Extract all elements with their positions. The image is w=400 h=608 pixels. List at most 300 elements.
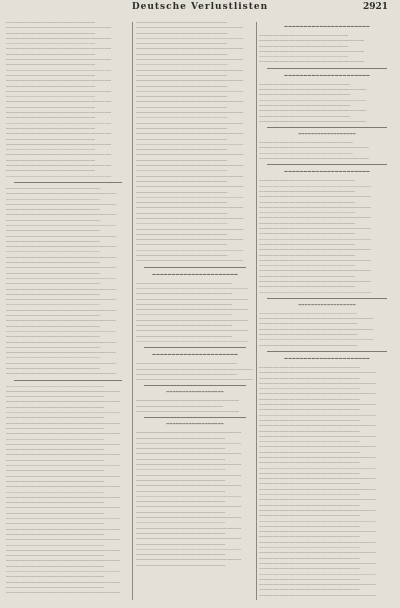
list-entry: ‒‒‒‒‒‒‒‒‒‒‒‒‒‒‒‒‒‒‒‒‒‒‒‒‒‒‒‒‒‒‒‒‒‒‒‒‒‒‒‒‒‒‒‒‒‒‒ (136, 78, 244, 83)
list-entry: ‒‒‒‒‒‒‒‒‒‒‒‒‒‒‒‒‒‒‒‒‒‒‒‒‒‒‒‒‒‒‒‒‒‒‒‒‒‒‒‒‒‒‒‒ (259, 439, 360, 444)
list-entry: ‒‒‒‒‒‒‒‒‒‒‒‒‒‒‒‒‒‒‒‒‒‒‒‒‒‒‒‒‒‒‒‒‒‒‒‒‒‒‒‒‒ (6, 366, 100, 370)
list-entry: ‒‒‒‒‒‒‒‒‒‒‒‒‒‒‒‒‒‒‒‒‒‒‒‒‒‒‒‒‒‒‒‒‒‒‒‒‒‒‒‒‒‒‒‒‒‒‒‒‒‒‒ (259, 402, 376, 407)
list-entry: ‒‒‒‒‒‒‒‒‒‒‒‒‒‒‒‒‒‒‒‒‒‒‒‒‒‒‒‒‒‒‒‒‒‒‒‒‒‒‒‒‒‒‒‒‒‒‒ (136, 226, 244, 231)
list-entry: ‒‒‒‒‒‒‒‒‒‒‒‒‒‒‒‒‒‒‒‒‒‒‒‒‒‒‒‒‒‒‒‒‒‒‒‒‒‒‒‒‒‒‒‒‒‒‒‒‒‒‒ (259, 444, 376, 449)
list-entry: ‒‒‒‒‒‒‒‒‒‒‒‒‒‒‒‒‒‒‒‒‒‒‒‒‒‒‒‒‒‒‒‒‒‒‒‒‒‒‒‒‒‒ (136, 301, 233, 306)
list-entry: ‒‒‒‒‒‒‒‒‒‒‒‒‒‒‒‒‒‒‒‒‒‒‒‒‒‒‒‒‒‒‒‒‒‒‒‒‒‒‒‒‒‒‒ (6, 574, 105, 579)
list-entry: ‒‒‒‒‒‒‒‒‒‒‒‒‒‒‒‒‒‒‒‒‒‒‒‒‒‒‒‒‒‒‒‒‒‒‒‒‒‒‒‒‒‒‒‒‒‒‒‒‒‒ (6, 505, 121, 510)
list-entry: ‒‒‒‒‒‒‒‒‒‒‒‒‒‒‒‒‒‒‒‒‒‒‒‒‒‒‒‒‒‒‒‒‒‒‒‒‒‒‒‒‒‒‒‒‒‒‒‒‒‒‒ (259, 507, 376, 512)
list-entry: ‒‒‒‒‒‒‒‒‒‒‒‒‒‒‒‒‒‒‒‒‒‒‒‒‒‒‒‒‒‒‒‒‒‒‒‒‒‒‒‒‒‒ (136, 323, 233, 328)
list-entry: ‒‒‒‒‒‒‒‒‒‒‒‒‒‒‒‒‒‒‒‒‒‒‒‒‒‒‒‒‒‒‒‒‒‒‒‒‒‒‒‒‒ (6, 291, 100, 296)
list-entry: ‒‒‒‒‒‒‒‒‒‒‒‒‒‒‒‒‒‒‒‒‒‒‒‒‒‒‒‒‒‒‒‒‒‒‒‒‒‒‒‒‒‒‒‒‒‒‒‒‒‒ (6, 484, 121, 489)
list-entry: ‒‒‒‒‒‒‒‒‒‒‒‒‒‒‒‒‒‒‒‒‒‒‒‒‒‒‒‒‒‒‒‒‒‒‒‒‒‒‒‒‒ (6, 228, 100, 233)
list-entry: ‒‒‒‒‒‒‒‒‒‒‒‒‒‒‒‒‒‒‒‒‒‒‒‒‒‒‒‒‒‒‒‒‒‒‒‒‒‒‒‒‒‒‒‒‒ (136, 398, 239, 403)
list-entry: ‒‒‒‒‒‒‒‒‒‒‒‒‒‒‒‒‒‒‒‒‒‒‒‒‒‒‒‒‒‒‒‒‒‒‒‒‒‒‒‒‒‒ (259, 241, 356, 246)
list-entry: ‒‒‒‒‒‒‒‒‒‒‒‒‒‒‒‒‒‒‒‒‒‒‒‒‒‒‒‒‒‒‒‒‒‒‒‒‒‒‒‒‒‒‒‒‒‒ (259, 48, 365, 53)
list-entry: ‒‒‒‒‒‒‒‒‒‒‒‒‒‒‒‒‒‒‒‒‒‒‒‒‒‒‒‒‒‒‒‒‒‒‒‒‒‒‒‒‒‒‒‒‒‒‒ (136, 35, 244, 40)
list-entry: ‒‒‒‒‒‒‒‒‒‒‒‒‒‒‒‒‒‒‒‒‒‒‒‒‒‒‒‒‒‒‒‒‒‒‒‒‒‒‒‒‒‒‒‒‒‒ (6, 173, 112, 178)
list-entry: ‒‒‒‒‒‒‒‒‒‒‒‒‒‒‒‒‒‒‒‒‒‒‒‒‒‒‒‒‒‒‒‒‒‒‒‒‒‒‒‒ (136, 115, 228, 120)
list-entry: ‒‒‒‒‒‒‒‒‒‒‒‒‒‒‒‒‒‒‒‒‒‒‒‒‒‒‒‒‒‒‒‒‒‒‒‒‒‒‒‒‒‒‒ (6, 468, 105, 473)
list-entry: ‒‒‒‒‒‒‒‒‒‒‒‒‒‒‒‒‒‒‒‒‒‒‒‒‒‒‒‒‒‒‒‒‒‒‒‒‒‒‒‒‒‒‒‒ (259, 545, 360, 550)
list-entry: ‒‒‒‒‒‒‒‒‒‒‒‒‒‒‒‒‒‒‒‒‒‒‒‒‒‒‒‒‒‒‒‒‒‒‒‒‒‒‒‒‒ (6, 334, 100, 339)
list-entry: ‒‒‒‒‒‒‒‒‒‒‒‒‒‒‒‒‒‒‒‒‒‒‒‒‒‒‒‒‒‒‒‒‒‒‒‒‒‒‒‒ (136, 136, 228, 141)
list-entry: ‒‒‒‒‒‒‒‒‒‒‒‒‒‒‒‒‒‒‒‒‒‒‒‒‒‒‒‒‒‒‒‒‒‒‒‒‒‒‒‒‒‒‒‒‒‒‒‒‒ (259, 215, 372, 220)
list-entry: ‒‒‒‒‒‒‒‒‒‒‒‒‒‒‒‒‒‒‒‒‒‒‒‒‒‒‒‒‒‒‒‒‒‒‒‒‒‒‒‒‒‒‒‒‒‒‒‒‒‒‒ (259, 370, 376, 375)
list-entry: ‒‒‒‒‒‒‒‒‒‒‒‒‒‒‒‒‒‒‒‒‒‒‒‒‒‒‒‒‒‒‒‒‒‒‒‒‒‒‒‒‒‒‒‒‒‒‒ (136, 194, 244, 199)
list-entry: ‒‒‒‒‒‒‒‒‒‒‒‒‒‒‒‒‒‒‒‒‒‒‒‒‒‒‒‒‒‒‒‒‒‒‒‒‒‒‒‒‒‒‒‒‒‒‒ (136, 205, 244, 210)
list-entry: ‒‒‒‒‒‒‒‒‒‒‒‒‒‒‒‒‒‒‒‒‒‒‒‒‒‒‒‒‒‒‒‒‒‒‒‒‒‒‒‒‒‒‒‒‒‒‒‒‒‒ (6, 473, 121, 478)
list-entry: ‒‒‒‒‒‒‒‒‒‒‒‒‒‒‒‒‒‒‒‒‒‒‒‒‒‒‒‒‒‒‒‒‒‒‒‒‒‒‒‒‒‒‒‒‒‒ (6, 35, 112, 40)
list-entry: ‒‒‒‒‒‒‒‒‒‒‒‒‒‒‒‒‒‒‒‒‒‒‒‒‒‒‒‒‒‒‒‒‒‒‒‒‒‒‒‒‒‒‒‒ (259, 396, 360, 401)
section-heading: ‒‒‒‒‒‒‒‒‒‒‒‒‒‒‒‒‒‒‒‒‒‒ (284, 72, 370, 79)
section-rule (267, 164, 387, 165)
list-entry: ‒‒‒‒‒‒‒‒‒‒‒‒‒‒‒‒‒‒‒‒‒‒‒‒‒‒‒‒‒‒‒‒‒‒‒‒‒‒‒‒‒‒‒ (6, 500, 105, 505)
list-entry: ‒‒‒‒‒‒‒‒‒‒‒‒‒‒‒‒‒‒‒‒‒‒‒‒‒‒‒‒‒‒‒‒‒‒‒‒‒‒‒‒‒‒‒‒‒‒‒‒‒ (136, 296, 249, 301)
list-entry: ‒‒‒‒‒‒‒‒‒‒‒‒‒‒‒‒‒‒‒‒‒‒‒‒‒‒‒‒‒‒‒‒‒‒‒‒‒‒‒‒‒‒‒‒‒‒‒ (136, 184, 244, 189)
list-entry: ‒‒‒‒‒‒‒‒‒‒‒‒‒‒‒‒‒‒‒‒‒‒‒‒‒‒‒‒‒‒‒‒‒‒‒‒‒‒‒‒‒‒‒‒ (259, 492, 360, 497)
section-heading: ‒‒‒‒‒‒‒‒‒‒‒‒‒‒‒‒‒‒‒‒‒‒ (284, 355, 370, 362)
list-entry: ‒‒‒‒‒‒‒‒‒‒‒‒‒‒‒‒‒‒‒‒‒‒‒‒‒‒‒‒‒‒‒‒‒‒‒‒‒‒‒‒‒‒‒‒‒‒‒ (136, 120, 244, 125)
list-entry: ‒‒‒‒‒‒‒‒‒‒‒‒‒‒‒‒‒‒‒‒‒‒‒‒‒‒‒‒‒‒‒‒‒‒‒‒‒‒‒ (136, 435, 226, 440)
list-entry: ‒‒‒‒‒‒‒‒‒‒‒‒‒‒‒‒‒‒‒‒‒‒‒‒‒‒‒‒‒‒‒‒‒‒‒‒‒‒‒‒‒‒‒‒‒‒‒ (136, 46, 244, 51)
list-entry: ‒‒‒‒‒‒‒‒‒‒‒‒‒‒‒‒‒‒‒‒‒‒‒‒‒‒‒‒‒‒‒‒‒‒‒‒‒‒‒‒‒‒‒ (6, 521, 105, 526)
list-entry: ‒‒‒‒‒‒‒‒‒‒‒‒‒‒‒‒‒‒‒‒‒‒‒‒‒‒‒‒‒‒‒‒‒‒‒‒‒‒‒‒‒‒‒‒‒‒‒‒ (6, 212, 116, 217)
list-entry: ‒‒‒‒‒‒‒‒‒‒‒‒‒‒‒‒‒‒‒‒‒‒‒‒‒‒‒‒‒‒‒‒‒‒‒‒‒‒‒‒‒‒‒‒‒‒‒‒ (6, 360, 116, 365)
list-entry: ‒‒‒‒‒‒‒‒‒‒‒‒‒‒‒‒‒‒‒‒‒‒‒‒‒‒‒‒‒‒‒‒‒‒‒‒‒‒‒ (6, 51, 96, 56)
list-entry: ‒‒‒‒‒‒‒‒‒‒‒‒‒‒‒‒‒‒‒‒‒‒‒‒‒‒‒‒‒‒‒‒‒‒‒‒‒‒‒‒‒‒‒‒‒‒‒‒‒ (259, 183, 372, 188)
list-entry: ‒‒‒‒‒‒‒‒‒‒‒‒‒‒‒‒‒‒‒‒‒‒‒‒‒‒‒‒‒‒‒‒‒‒‒‒‒‒‒‒‒‒‒ (6, 563, 105, 568)
list-entry: ‒‒‒‒‒‒‒‒‒‒‒‒‒‒‒‒‒‒‒‒‒‒‒‒‒‒‒‒‒‒‒‒‒‒‒‒‒‒‒‒‒‒ (259, 178, 356, 183)
page-title: Deutsche Verlustlisten (131, 2, 269, 12)
list-entry: ‒‒‒‒‒‒‒‒‒‒‒‒‒‒‒‒‒‒‒‒‒‒‒‒‒‒‒‒‒‒‒‒‒‒‒‒‒‒‒‒ (136, 20, 228, 24)
list-entry: ‒‒‒‒‒‒‒‒‒‒‒‒‒‒‒‒‒‒‒‒‒‒‒‒‒‒‒‒‒‒‒‒‒‒‒‒‒‒‒‒‒‒‒‒‒‒‒‒ (6, 328, 116, 333)
list-entry: ‒‒‒‒‒‒‒‒‒‒‒‒‒‒‒‒‒‒‒‒‒‒‒‒‒‒‒‒‒‒‒‒‒‒‒‒‒‒‒‒‒‒‒‒‒‒‒ (136, 173, 244, 178)
list-entry: ‒‒‒‒‒‒‒‒‒‒‒‒‒‒‒‒‒‒‒‒‒‒‒‒‒‒‒‒‒‒‒‒‒‒‒‒‒‒‒‒ (136, 62, 228, 67)
list-entry: ‒‒‒‒‒‒‒‒‒‒‒‒‒‒‒‒‒‒‒‒‒‒‒‒‒‒‒‒‒‒‒‒‒‒‒‒‒‒‒‒‒‒‒‒‒‒ (6, 110, 112, 115)
list-entry: ‒‒‒‒‒‒‒‒‒‒‒‒‒‒‒‒‒‒‒‒‒‒‒‒‒‒‒‒‒‒‒‒‒‒‒‒‒‒‒‒‒ (6, 238, 100, 243)
list-entry: ‒‒‒‒‒‒‒‒‒‒‒‒‒‒‒‒‒‒‒‒‒‒‒‒‒‒‒‒‒‒‒‒‒‒‒‒‒‒‒ (136, 562, 226, 567)
list-entry: ‒‒‒‒‒‒‒‒‒‒‒‒‒‒‒‒‒‒‒‒‒‒‒‒‒‒‒‒‒‒‒‒‒‒‒‒‒‒‒‒‒‒‒‒‒‒ (6, 163, 112, 168)
list-entry: ‒‒‒‒‒‒‒‒‒‒‒‒‒‒‒‒‒‒‒‒‒‒‒‒‒‒‒‒‒‒‒‒‒‒‒‒‒‒‒‒‒‒‒‒‒‒ (6, 152, 112, 157)
section-rule (267, 68, 387, 69)
list-entry: ‒‒‒‒‒‒‒‒‒‒‒‒‒‒‒‒‒‒‒‒‒‒‒‒‒‒‒‒‒‒‒‒‒‒‒‒‒‒‒‒‒‒‒‒‒‒‒‒‒‒‒ (259, 433, 376, 438)
list-entry: ‒‒‒‒‒‒‒‒‒‒‒‒‒‒‒‒‒‒‒‒‒‒‒‒‒‒‒‒‒‒‒‒‒‒‒‒‒‒‒‒‒‒‒ (6, 478, 105, 483)
list-entry: ‒‒‒‒‒‒‒‒‒‒‒‒‒‒‒‒‒‒‒‒‒‒‒‒‒‒‒‒‒‒‒‒‒‒‒‒‒‒‒‒‒‒‒‒‒‒‒‒‒‒‒ (259, 465, 376, 470)
list-entry: ‒‒‒‒‒‒‒‒‒‒‒‒‒‒‒‒‒‒‒‒‒‒‒‒‒‒‒‒‒‒‒‒‒‒‒‒‒‒‒‒‒‒‒‒‒‒ (136, 440, 242, 445)
list-entry: ‒‒‒‒‒‒‒‒‒‒‒‒‒‒‒‒‒‒‒‒‒‒‒‒‒‒‒‒‒‒‒‒‒‒‒‒‒‒‒‒‒‒‒‒ (259, 460, 360, 465)
list-entry: ‒‒‒‒‒‒‒‒‒‒‒‒‒‒‒‒‒‒‒‒‒‒‒‒‒‒‒‒‒‒‒‒‒‒‒‒‒‒‒‒‒‒‒‒‒‒‒‒‒ (136, 317, 249, 322)
list-entry: ‒‒‒‒‒‒‒‒‒‒‒‒‒‒‒‒‒‒‒‒‒‒‒‒‒‒‒‒‒‒‒‒‒‒‒‒‒‒‒‒‒‒‒ (6, 584, 105, 589)
list-entry: ‒‒‒‒‒‒‒‒‒‒‒‒‒‒‒‒‒‒‒‒‒‒‒‒‒‒‒‒‒‒‒‒‒‒‒‒‒‒‒‒‒‒ (136, 312, 233, 317)
list-entry: ‒‒‒‒‒‒‒‒‒‒‒‒‒‒‒‒‒‒‒‒‒‒‒‒‒‒‒‒‒‒‒‒‒‒‒‒‒‒‒‒‒‒‒‒‒‒ (136, 483, 242, 488)
list-entry: ‒‒‒‒‒‒‒‒‒‒‒‒‒‒‒‒‒‒‒‒‒‒‒‒‒‒‒‒‒‒‒‒‒‒‒‒‒‒‒‒‒ (6, 344, 100, 349)
list-entry: ‒‒‒‒‒‒‒‒‒‒‒‒‒‒‒‒‒‒‒‒‒‒‒‒‒‒‒‒‒‒‒‒‒‒‒‒‒‒‒‒ (136, 125, 228, 130)
list-entry: ‒‒‒‒‒‒‒‒‒‒‒‒‒‒‒‒‒‒‒‒‒‒‒‒‒‒‒‒‒‒‒‒‒‒‒‒‒‒‒‒ (136, 147, 228, 152)
list-entry: ‒‒‒‒‒‒‒‒‒‒‒‒‒‒‒‒‒‒‒‒‒‒‒‒‒‒‒‒‒‒‒‒‒‒‒‒‒‒‒‒‒‒‒‒ (259, 534, 360, 539)
list-entry: ‒‒‒‒‒‒‒‒‒‒‒‒‒‒‒‒‒‒‒‒‒‒‒‒‒‒‒‒‒‒‒‒‒‒‒‒‒‒‒‒‒‒‒‒‒‒‒‒‒‒ (259, 316, 374, 321)
list-entry: ‒‒‒‒‒‒‒‒‒‒‒‒‒‒‒‒‒‒‒‒‒‒‒‒‒‒‒‒‒‒‒‒‒‒‒‒‒‒‒‒‒‒‒‒‒‒‒‒‒ (136, 307, 249, 312)
list-entry: ‒‒‒‒‒‒‒‒‒‒‒‒‒‒‒‒‒‒‒‒‒‒‒‒‒‒‒‒‒‒‒‒‒‒‒‒‒‒‒‒‒‒‒‒ (259, 386, 360, 391)
list-entry: ‒‒‒‒‒‒‒‒‒‒‒‒‒‒‒‒‒‒‒‒‒‒‒‒‒‒‒‒‒‒‒‒‒‒‒‒‒‒‒‒ (136, 178, 228, 183)
list-entry: ‒‒‒‒‒‒‒‒‒‒‒‒‒‒‒‒‒‒‒‒‒‒‒‒‒‒‒‒‒‒‒‒‒‒‒‒‒‒‒‒‒‒‒‒‒‒‒‒ (6, 350, 116, 355)
list-entry: ‒‒‒‒‒‒‒‒‒‒‒‒‒‒‒‒‒‒‒‒‒‒‒‒‒‒‒‒‒‒‒‒‒‒‒‒‒‒‒‒‒‒‒‒‒‒‒ (136, 237, 244, 242)
list-entry: ‒‒‒‒‒‒‒‒‒‒‒‒‒‒‒‒‒‒‒‒‒‒‒‒‒‒‒‒‒‒‒‒‒‒‒‒‒‒‒‒‒‒‒‒‒‒‒‒‒ (259, 268, 372, 273)
list-entry: ‒‒‒‒‒‒‒‒‒‒‒‒‒‒‒‒‒‒‒‒‒‒‒‒‒‒‒‒‒‒‒‒‒‒‒‒‒‒‒ (136, 520, 226, 525)
list-entry: ‒‒‒‒‒‒‒‒‒‒‒‒‒‒‒‒‒‒‒‒‒‒‒‒‒‒‒‒‒‒‒‒‒‒‒‒‒‒‒‒‒‒‒‒ (259, 428, 360, 433)
list-entry: ‒‒‒‒‒‒‒‒‒‒‒‒‒‒‒‒‒‒‒‒‒‒‒‒‒‒‒‒‒‒‒‒‒‒‒‒‒‒‒‒‒ (6, 281, 100, 286)
list-entry: ‒‒‒‒‒‒‒‒‒‒‒‒‒‒‒‒‒‒‒‒‒‒‒‒‒‒‒‒‒‒‒‒‒‒‒‒‒‒‒‒‒‒‒ (6, 436, 105, 441)
list-entry: ‒‒‒‒‒‒‒‒‒‒‒‒‒‒‒‒‒‒‒‒‒‒‒‒‒‒‒‒‒‒‒‒‒‒‒‒‒‒‒‒‒‒‒‒‒‒‒‒ (6, 275, 116, 280)
list-entry: ‒‒‒‒‒‒‒‒‒‒‒‒‒‒‒‒‒‒‒‒‒‒‒‒‒‒‒‒‒‒‒‒‒‒‒‒‒‒‒ (6, 41, 96, 46)
list-entry: ‒‒‒‒‒‒‒‒‒‒‒‒‒‒‒‒‒‒‒‒‒‒‒‒‒‒‒‒‒‒‒‒‒‒‒‒‒‒‒‒‒‒ (259, 210, 356, 215)
column-divider (256, 22, 257, 600)
section-heading: ‒‒‒‒‒‒‒‒‒‒‒‒‒‒‒‒‒‒ (298, 302, 356, 308)
list-entry: ‒‒‒‒‒‒‒‒‒‒‒‒‒‒‒‒‒‒‒‒‒‒‒‒‒‒‒‒‒‒‒‒‒‒‒‒‒‒‒‒‒‒‒‒‒‒ (6, 67, 112, 72)
list-entry: ‒‒‒‒‒‒‒‒‒‒‒‒‒‒‒‒‒‒‒‒‒‒‒‒‒‒‒‒‒‒‒‒‒‒‒‒‒‒‒‒‒‒‒‒‒‒‒‒‒‒ (6, 526, 121, 531)
list-entry: ‒‒‒‒‒‒‒‒‒‒‒‒‒‒‒‒‒‒‒‒‒‒‒‒‒‒‒‒‒‒‒‒‒‒‒‒‒‒‒‒‒‒‒‒‒‒‒‒‒‒ (6, 516, 121, 521)
list-entry: ‒‒‒‒‒‒‒‒‒‒‒‒‒‒‒‒‒‒‒‒‒‒‒‒‒‒‒‒‒‒‒‒‒‒‒‒‒‒‒‒‒‒‒‒‒‒‒‒‒‒ (6, 494, 121, 499)
list-entry: ‒‒‒‒‒‒‒‒‒‒‒‒‒‒‒‒‒‒‒‒‒‒‒‒‒‒‒‒‒‒‒‒‒‒‒‒‒‒‒‒‒‒‒‒‒‒ (136, 430, 242, 435)
list-entry: ‒‒‒‒‒‒‒‒‒‒‒‒‒‒‒‒‒‒‒‒‒‒‒‒‒‒‒‒‒‒‒‒‒‒‒‒‒‒‒‒‒‒‒‒‒‒‒‒‒‒ (6, 463, 121, 468)
list-entry: ‒‒‒‒‒‒‒‒‒‒‒‒‒‒‒‒‒‒‒‒‒‒‒‒‒‒‒‒‒‒‒‒‒‒‒‒‒‒‒‒‒ (6, 185, 100, 190)
list-entry: ‒‒‒‒‒‒‒‒‒‒‒‒‒‒‒‒‒‒‒‒‒‒‒‒‒‒‒‒‒‒‒‒‒‒‒‒‒‒‒‒‒‒‒‒‒‒‒‒‒‒ (6, 410, 121, 415)
column-left (6, 20, 130, 600)
list-entry: ‒‒‒‒‒‒‒‒‒‒‒‒‒‒‒‒‒‒‒‒‒‒‒‒‒‒‒‒‒‒‒‒‒‒‒‒‒‒‒‒‒‒ (259, 199, 356, 204)
list-entry: ‒‒‒‒‒‒‒‒‒‒‒‒‒‒‒‒‒‒‒‒‒‒‒‒‒‒‒‒‒‒‒‒‒‒‒‒‒‒‒‒‒‒‒‒‒‒‒‒‒‒ (6, 420, 121, 425)
list-entry: ‒‒‒‒‒‒‒‒‒‒‒‒‒‒‒‒‒‒‒‒‒‒‒‒‒‒‒‒‒‒‒‒‒‒‒‒‒‒‒‒‒‒‒‒‒‒ (136, 472, 242, 477)
list-entry: ‒‒‒‒‒‒‒‒‒‒‒‒‒‒‒‒‒‒‒‒‒‒‒‒‒‒‒‒‒‒‒‒‒‒‒‒‒‒‒ (136, 467, 226, 472)
list-entry: ‒‒‒‒‒‒‒‒‒‒‒‒‒‒‒‒‒‒‒‒‒‒‒‒‒‒‒‒‒‒‒‒‒‒‒‒‒‒‒‒‒‒‒ (6, 553, 105, 558)
list-entry: ‒‒‒‒‒‒‒‒‒‒‒‒‒‒‒‒‒‒‒‒‒‒‒‒‒‒‒‒‒‒‒‒‒‒‒‒‒‒‒‒‒‒‒‒‒‒‒‒ (6, 191, 116, 196)
list-entry: ‒‒‒‒‒‒‒‒‒‒‒‒‒‒‒‒‒‒‒‒‒‒‒‒‒‒‒‒‒‒‒‒‒‒‒‒‒‒‒‒‒‒‒‒‒‒‒‒ (6, 307, 116, 312)
list-entry: ‒‒‒‒‒‒‒‒‒‒‒‒‒‒‒‒‒‒‒‒‒‒‒‒‒‒‒‒‒‒‒‒‒‒‒‒‒‒‒‒ (136, 94, 228, 99)
column-divider (132, 22, 133, 600)
list-entry: ‒‒‒‒‒‒‒‒‒‒‒‒‒‒‒‒‒‒‒‒‒‒‒‒‒‒‒‒‒‒‒‒‒‒‒‒‒‒‒‒‒‒‒‒‒‒‒‒‒‒‒ (259, 423, 376, 428)
section-rule (14, 380, 122, 381)
list-entry: ‒‒‒‒‒‒‒‒‒‒‒‒‒‒‒‒‒‒‒‒‒‒‒‒‒‒‒‒‒‒‒‒‒‒‒‒‒‒‒‒‒‒ (136, 333, 233, 338)
list-entry: ‒‒‒‒‒‒‒‒‒‒‒‒‒‒‒‒‒‒‒‒‒‒‒‒‒‒‒‒‒‒‒‒‒‒‒‒‒‒‒‒‒‒‒‒‒‒‒ (136, 57, 244, 62)
section-rule (267, 298, 387, 299)
list-entry: ‒‒‒‒‒‒‒‒‒‒‒‒‒‒‒‒‒‒‒‒‒‒‒‒‒‒‒‒‒‒‒‒‒‒‒‒‒‒‒ (136, 530, 226, 535)
section-heading: ‒‒‒‒‒‒‒‒‒‒‒‒‒‒‒‒‒‒‒‒‒‒ (152, 271, 238, 278)
page-number: 2921 (362, 2, 388, 12)
list-entry: ‒‒‒‒‒‒‒‒‒‒‒‒‒‒‒‒‒‒‒‒‒‒‒‒‒‒‒‒‒‒‒‒‒‒‒‒‒‒‒‒‒ (6, 302, 100, 307)
list-entry: ‒‒‒‒‒‒‒‒‒‒‒‒‒‒‒‒‒‒‒‒‒‒‒‒‒‒‒‒‒‒‒‒‒‒‒‒‒‒‒‒‒‒‒‒‒‒‒‒‒‒ (6, 547, 121, 552)
list-entry: ‒‒‒‒‒‒‒‒‒‒‒‒‒‒‒‒‒‒‒‒‒‒‒‒‒‒‒‒‒‒‒‒‒‒‒‒‒‒‒‒‒‒‒‒‒‒‒‒ (6, 254, 116, 259)
list-entry: ‒‒‒‒‒‒‒‒‒‒‒‒‒‒‒‒‒‒‒‒‒‒‒‒‒‒‒‒‒‒‒‒‒‒‒‒‒‒‒ (259, 33, 349, 37)
list-entry: ‒‒‒‒‒‒‒‒‒‒‒‒‒‒‒‒‒‒‒‒‒‒‒‒‒‒‒‒‒‒‒‒‒‒‒‒‒‒‒ (136, 552, 226, 557)
list-entry: ‒‒‒‒‒‒‒‒‒‒‒‒‒‒‒‒‒‒‒‒‒‒‒‒‒‒‒‒‒‒‒‒‒‒‒‒‒‒‒‒ (136, 104, 228, 109)
list-entry: ‒‒‒‒‒‒‒‒‒‒‒‒‒‒‒‒‒‒‒‒‒‒‒‒‒‒‒‒‒‒‒‒‒‒‒‒‒‒‒‒‒‒‒‒‒‒‒‒‒‒ (6, 579, 121, 584)
list-entry: ‒‒‒‒‒‒‒‒‒‒‒‒‒‒‒‒‒‒‒‒‒‒‒‒‒‒‒‒‒‒‒‒‒‒‒‒‒‒‒‒‒‒ (259, 220, 356, 225)
list-entry: ‒‒‒‒‒‒‒‒‒‒‒‒‒‒‒‒‒‒‒‒‒‒‒‒‒‒‒‒‒‒‒‒‒‒‒‒‒‒‒‒‒ (6, 217, 100, 222)
list-entry: ‒‒‒‒‒‒‒‒‒‒‒‒‒‒‒‒‒‒‒‒‒‒‒‒‒‒‒‒‒‒‒‒‒‒‒‒‒‒‒‒‒‒‒‒‒‒‒‒‒‒ (6, 558, 121, 563)
list-entry: ‒‒‒‒‒‒‒‒‒‒‒‒‒‒‒‒‒‒‒‒‒‒‒‒‒‒‒‒‒‒‒‒‒‒‒‒‒‒‒‒‒‒‒‒‒‒‒‒‒‒‒ (259, 592, 376, 597)
section-heading: ‒‒‒‒‒‒‒‒‒‒‒‒‒‒‒‒‒‒‒‒‒‒ (284, 24, 370, 30)
list-entry: ‒‒‒‒‒‒‒‒‒‒‒‒‒‒‒‒‒‒‒‒‒‒‒‒‒‒‒‒‒‒‒‒‒‒‒‒‒‒‒‒ (136, 157, 228, 162)
list-entry: ‒‒‒‒‒‒‒‒‒‒‒‒‒‒‒‒‒‒‒‒‒‒‒‒‒‒‒‒‒‒‒‒‒‒‒‒‒‒‒‒ (136, 210, 228, 215)
list-entry: ‒‒‒‒‒‒‒‒‒‒‒‒‒‒‒‒‒‒‒‒‒‒‒‒‒‒‒‒‒‒‒‒‒‒‒‒‒‒‒‒‒‒‒‒‒‒ (136, 546, 242, 551)
list-entry: ‒‒‒‒‒‒‒‒‒‒‒‒‒‒‒‒‒‒‒‒‒‒‒‒‒‒‒‒‒‒‒‒‒‒‒‒‒‒‒‒‒‒‒‒‒‒‒‒ (6, 222, 116, 227)
list-entry: ‒‒‒‒‒‒‒‒‒‒‒‒‒‒‒‒‒‒‒‒‒‒‒‒‒‒‒‒‒‒‒‒‒‒‒‒‒‒‒‒‒ (6, 355, 100, 360)
list-entry: ‒‒‒‒‒‒‒‒‒‒‒‒‒‒‒‒‒‒‒‒‒‒‒‒‒‒‒‒‒‒‒‒‒‒‒‒‒‒‒‒‒‒‒‒ (259, 375, 360, 380)
list-entry: ‒‒‒‒‒‒‒‒‒‒‒‒‒‒‒‒‒‒‒‒‒‒‒‒‒‒‒‒‒‒‒‒‒‒‒‒‒‒‒‒‒‒‒‒‒‒‒‒ (6, 201, 116, 206)
list-entry: ‒‒‒‒‒‒‒‒‒‒‒‒‒‒‒‒‒‒‒‒‒‒‒‒‒‒‒‒‒‒‒‒‒‒‒‒‒‒‒‒‒ (6, 270, 100, 275)
list-entry: ‒‒‒‒‒‒‒‒‒‒‒‒‒‒‒‒‒‒‒‒‒‒‒‒‒‒‒‒‒‒‒‒‒‒‒‒‒‒‒‒‒‒‒‒‒‒‒ (136, 131, 244, 136)
list-entry: ‒‒‒‒‒‒‒‒‒‒‒‒‒‒‒‒‒‒‒‒‒‒‒‒‒‒‒‒‒‒‒‒‒‒‒‒‒‒‒‒‒‒‒ (259, 310, 358, 315)
list-entry: ‒‒‒‒‒‒‒‒‒‒‒‒‒‒‒‒‒‒‒‒‒‒‒‒‒‒‒‒‒‒‒‒‒‒‒‒‒‒‒‒‒‒‒ (6, 447, 105, 452)
list-entry: ‒‒‒‒‒‒‒‒‒‒‒‒‒‒‒‒‒‒‒‒‒‒‒‒‒‒‒‒‒‒‒‒‒‒‒‒‒‒‒‒‒‒ (259, 284, 356, 289)
list-entry: ‒‒‒‒‒‒‒‒‒‒‒‒‒‒‒‒‒‒‒‒‒‒‒‒‒‒‒‒‒‒‒‒‒‒‒‒‒‒‒‒‒‒‒‒ (136, 361, 237, 366)
list-entry: ‒‒‒‒‒‒‒‒‒‒‒‒‒‒‒‒‒‒‒‒‒‒‒‒‒‒‒‒‒‒‒‒‒‒‒‒‒‒‒‒‒‒‒‒‒‒‒ (136, 141, 244, 146)
list-entry: ‒‒‒‒‒‒‒‒‒‒‒‒‒‒‒‒‒‒‒‒‒‒‒‒‒‒‒‒‒‒‒‒‒‒‒‒‒‒‒‒‒‒‒‒‒‒‒‒ (6, 265, 116, 270)
list-entry: ‒‒‒‒‒‒‒‒‒‒‒‒‒‒‒‒‒‒‒‒‒‒‒‒‒‒‒‒‒‒‒‒‒‒‒‒‒‒‒‒‒‒‒‒‒‒‒‒‒‒ (6, 399, 121, 404)
list-entry: ‒‒‒‒‒‒‒‒‒‒‒‒‒‒‒‒‒‒‒‒‒‒‒‒‒‒‒‒‒‒‒‒‒‒‒‒‒‒‒‒‒‒‒‒‒‒‒‒‒‒‒ (259, 550, 376, 555)
list-entry: ‒‒‒‒‒‒‒‒‒‒‒‒‒‒‒‒‒‒‒‒‒‒‒‒‒‒‒‒‒‒‒‒‒‒‒‒‒‒‒‒ (259, 102, 351, 107)
list-entry: ‒‒‒‒‒‒‒‒‒‒‒‒‒‒‒‒‒‒‒‒‒‒‒‒‒‒‒‒‒‒‒‒‒‒‒‒‒‒‒‒‒‒‒‒ (259, 502, 360, 507)
list-entry: ‒‒‒‒‒‒‒‒‒‒‒‒‒‒‒‒‒‒‒‒‒‒‒‒‒‒‒‒‒‒‒‒‒‒‒‒‒‒‒ (6, 30, 96, 35)
list-entry: ‒‒‒‒‒‒‒‒‒‒‒‒‒‒‒‒‒‒‒‒‒‒‒‒‒‒‒‒‒‒‒‒‒‒‒‒‒‒‒‒‒‒‒‒ (259, 481, 360, 486)
list-entry: ‒‒‒‒‒‒‒‒‒‒‒‒‒‒‒‒‒‒‒‒‒‒‒‒‒‒‒‒‒‒‒‒‒‒‒‒‒‒‒‒‒‒‒‒ (259, 417, 360, 422)
list-entry: ‒‒‒‒‒‒‒‒‒‒‒‒‒‒‒‒‒‒‒‒‒‒‒‒‒‒‒‒‒‒‒‒‒‒‒‒‒‒‒‒‒‒‒‒‒‒ (6, 88, 112, 93)
list-entry: ‒‒‒‒‒‒‒‒‒‒‒‒‒‒‒‒‒‒‒‒‒‒‒‒‒‒‒‒‒‒‒‒‒‒‒‒‒‒‒‒‒‒‒‒‒‒‒‒‒‒ (259, 326, 374, 331)
list-entry: ‒‒‒‒‒‒‒‒‒‒‒‒‒‒‒‒‒‒‒‒‒‒‒‒‒‒‒‒‒‒‒‒‒‒‒‒‒‒‒‒‒‒‒‒‒‒‒‒‒‒ (6, 590, 121, 595)
list-entry: ‒‒‒‒‒‒‒‒‒‒‒‒‒‒‒‒‒‒‒‒‒‒‒‒‒‒‒‒‒‒‒‒‒‒‒‒‒‒‒‒‒‒‒‒‒‒ (259, 59, 365, 64)
list-entry: ‒‒‒‒‒‒‒‒‒‒‒‒‒‒‒‒‒‒‒‒‒‒‒‒‒‒‒‒‒‒‒‒‒‒‒‒‒‒‒‒‒‒‒‒‒‒‒‒‒‒‒ (259, 571, 376, 576)
list-entry: ‒‒‒‒‒‒‒‒‒‒‒‒‒‒‒‒‒‒‒‒‒‒‒‒‒‒‒‒‒‒‒‒‒‒‒‒‒‒‒‒‒‒‒‒‒‒‒‒‒‒‒ (259, 539, 376, 544)
list-entry: ‒‒‒‒‒‒‒‒‒‒‒‒‒‒‒‒‒‒‒‒‒‒‒‒‒‒‒‒‒‒‒‒‒‒‒‒‒‒‒‒‒‒‒ (6, 383, 105, 388)
list-entry: ‒‒‒‒‒‒‒‒‒‒‒‒‒‒‒‒‒‒‒‒‒‒‒‒‒‒‒‒‒‒‒‒‒‒‒‒‒‒‒‒‒‒‒‒‒‒‒‒‒ (259, 247, 372, 252)
list-entry: ‒‒‒‒‒‒‒‒‒‒‒‒‒‒‒‒‒‒‒‒‒‒‒‒‒‒‒‒‒‒‒‒‒‒‒‒‒‒‒‒‒‒‒‒‒‒‒‒‒‒‒ (259, 476, 376, 481)
list-entry: ‒‒‒‒‒‒‒‒‒‒‒‒‒‒‒‒‒‒‒‒‒‒‒‒‒‒‒‒‒‒‒‒‒‒‒‒‒‒‒‒‒‒‒‒‒‒‒‒ (6, 244, 116, 249)
list-entry: ‒‒‒‒‒‒‒‒‒‒‒‒‒‒‒‒‒‒‒‒‒‒‒‒‒‒‒‒‒‒‒‒‒‒‒‒‒‒‒‒‒‒‒ (6, 542, 105, 547)
list-entry: ‒‒‒‒‒‒‒‒‒‒‒‒‒‒‒‒‒‒‒‒‒‒‒‒‒‒‒‒‒‒‒‒‒‒‒‒‒‒‒ (6, 136, 96, 141)
list-entry: ‒‒‒‒‒‒‒‒‒‒‒‒‒‒‒‒‒‒‒‒‒‒‒‒‒‒‒‒‒‒‒‒‒‒‒‒‒‒‒‒‒‒‒‒‒‒‒‒‒ (259, 204, 372, 209)
list-entry: ‒‒‒‒‒‒‒‒‒‒‒‒‒‒‒‒‒‒‒‒‒‒‒‒‒‒‒‒‒‒‒‒‒‒‒‒‒‒‒‒‒‒‒‒‒‒‒ (136, 67, 244, 72)
list-entry: ‒‒‒‒‒‒‒‒‒‒‒‒‒‒‒‒‒‒‒‒‒‒‒‒‒‒‒‒‒‒‒‒‒‒‒‒‒‒‒‒‒‒‒‒ (136, 371, 237, 376)
list-entry: ‒‒‒‒‒‒‒‒‒‒‒‒‒‒‒‒‒‒‒‒‒‒‒‒‒‒‒‒‒‒‒‒‒‒‒‒‒‒ (136, 403, 223, 408)
list-entry: ‒‒‒‒‒‒‒‒‒‒‒‒‒‒‒‒‒‒‒‒‒‒‒‒‒‒‒‒‒‒‒‒‒‒‒‒‒‒‒‒‒‒‒‒‒‒‒‒‒‒‒ (259, 455, 376, 459)
list-entry: ‒‒‒‒‒‒‒‒‒‒‒‒‒‒‒‒‒‒‒‒‒‒‒‒‒‒‒‒‒‒‒‒‒‒‒‒‒‒‒‒‒‒‒ (6, 531, 105, 536)
list-entry: ‒‒‒‒‒‒‒‒‒‒‒‒‒‒‒‒‒‒‒‒‒‒‒‒‒‒‒‒‒‒‒‒‒‒‒‒‒‒‒‒‒‒‒‒‒‒‒ (136, 110, 244, 115)
list-entry: ‒‒‒‒‒‒‒‒‒‒‒‒‒‒‒‒‒‒‒‒‒‒‒‒‒‒‒‒‒‒‒‒‒‒‒‒‒‒‒‒‒ (6, 323, 100, 328)
list-entry: ‒‒‒‒‒‒‒‒‒‒‒‒‒‒‒‒‒‒‒‒‒‒‒‒‒‒‒‒‒‒‒‒‒‒‒‒‒‒‒ (6, 83, 96, 88)
list-entry: ‒‒‒‒‒‒‒‒‒‒‒‒‒‒‒‒‒‒‒‒‒‒‒‒‒‒‒‒‒‒‒‒‒‒‒‒‒‒‒‒‒‒‒‒‒‒ (6, 141, 112, 146)
list-entry: ‒‒‒‒‒‒‒‒‒‒‒‒‒‒‒‒‒‒‒‒‒‒‒‒‒‒‒‒‒‒‒‒‒‒‒‒‒‒‒‒‒‒‒‒‒‒‒ (259, 87, 367, 92)
list-entry: ‒‒‒‒‒‒‒‒‒‒‒‒‒‒‒‒‒‒‒‒‒‒‒‒‒‒‒‒‒‒‒‒‒‒‒‒‒‒‒‒ (136, 200, 228, 205)
list-entry: ‒‒‒‒‒‒‒‒‒‒‒‒‒‒‒‒‒‒‒‒‒‒‒‒‒‒‒‒‒‒‒‒‒‒‒‒‒‒‒‒ (136, 72, 228, 77)
list-entry: ‒‒‒‒‒‒‒‒‒‒‒‒‒‒‒‒‒‒‒‒‒‒‒‒‒‒‒‒‒‒‒‒‒‒‒‒‒‒‒‒‒‒ (259, 263, 356, 268)
list-entry: ‒‒‒‒‒‒‒‒‒‒‒‒‒‒‒‒‒‒‒‒‒‒‒‒‒‒‒‒‒‒‒‒‒‒‒‒‒‒‒‒‒‒‒‒‒‒ (136, 536, 242, 541)
list-entry: ‒‒‒‒‒‒‒‒‒‒‒‒‒‒‒‒‒‒‒‒‒‒‒‒‒‒‒‒‒‒‒‒‒‒‒‒‒‒‒‒‒‒‒‒‒‒‒ (136, 152, 244, 157)
list-entry: ‒‒‒‒‒‒‒‒‒‒‒‒‒‒‒‒‒‒‒‒‒‒‒‒‒‒‒‒‒‒‒‒‒‒‒‒‒‒‒‒‒‒‒‒‒‒‒‒‒ (136, 285, 249, 290)
list-entry: ‒‒‒‒‒‒‒‒‒‒‒‒‒‒‒‒‒‒‒‒‒‒‒‒‒‒‒‒‒‒‒‒‒‒‒‒‒‒‒‒‒‒‒‒‒‒‒‒‒ (259, 226, 372, 231)
list-entry: ‒‒‒‒‒‒‒‒‒‒‒‒‒‒‒‒‒‒‒‒‒‒‒‒‒‒‒‒‒‒‒‒‒‒‒‒‒‒‒‒‒‒‒‒‒‒‒‒‒‒ (6, 388, 121, 393)
list-entry: ‒‒‒‒‒‒‒‒‒‒‒‒‒‒‒‒‒‒‒‒‒‒‒‒‒‒‒‒‒‒‒‒‒‒‒‒‒‒‒‒‒‒‒ (6, 425, 105, 430)
list-entry: ‒‒‒‒‒‒‒‒‒‒‒‒‒‒‒‒‒‒‒‒‒‒‒‒‒‒‒‒‒‒‒‒‒‒‒‒‒‒‒‒‒‒‒ (6, 510, 105, 515)
list-entry: ‒‒‒‒‒‒‒‒‒‒‒‒‒‒‒‒‒‒‒‒‒‒‒‒‒‒‒‒‒‒‒‒‒‒‒‒‒‒‒‒‒‒‒‒‒‒‒‒‒ (259, 278, 372, 283)
list-entry: ‒‒‒‒‒‒‒‒‒‒‒‒‒‒‒‒‒‒‒‒‒‒‒‒‒‒‒‒‒‒‒‒‒‒‒‒‒‒‒‒‒‒‒‒‒‒‒ (136, 99, 244, 104)
list-entry: ‒‒‒‒‒‒‒‒‒‒‒‒‒‒‒‒‒‒‒‒‒‒‒‒‒‒‒‒‒‒‒‒‒‒‒‒‒‒‒‒‒‒‒‒‒‒‒‒‒‒‒ (259, 380, 376, 385)
list-entry: ‒‒‒‒‒‒‒‒‒‒‒‒‒‒‒‒‒‒‒‒‒‒‒‒‒‒‒‒‒‒‒‒‒‒‒‒‒‒‒‒‒‒‒‒‒‒‒ (136, 88, 244, 93)
list-entry: ‒‒‒‒‒‒‒‒‒‒‒‒‒‒‒‒‒‒‒‒‒‒‒‒‒‒‒‒‒‒‒‒‒‒‒‒‒‒‒‒‒‒‒‒‒‒‒‒‒‒‒ (259, 560, 376, 565)
list-entry: ‒‒‒‒‒‒‒‒‒‒‒‒‒‒‒‒‒‒‒‒‒‒‒‒‒‒‒‒‒‒‒‒‒‒‒‒‒‒‒‒‒‒‒ (6, 489, 105, 494)
list-entry: ‒‒‒‒‒‒‒‒‒‒‒‒‒‒‒‒‒‒‒‒‒‒‒‒‒‒‒‒‒‒‒‒‒‒‒‒‒‒‒‒‒ (259, 150, 353, 155)
list-entry: ‒‒‒‒‒‒‒‒‒‒‒‒‒‒‒‒‒‒‒‒‒‒‒‒‒‒‒‒‒‒‒‒‒‒‒‒‒‒‒‒‒‒‒‒‒‒‒‒‒ (136, 328, 249, 333)
list-entry: ‒‒‒‒‒‒‒‒‒‒‒‒‒‒‒‒‒‒‒‒‒‒‒‒‒‒‒‒‒‒‒‒‒‒‒‒‒‒‒‒‒‒‒‒‒‒‒‒‒‒ (259, 337, 374, 342)
list-entry: ‒‒‒‒‒‒‒‒‒‒‒‒‒‒‒‒‒‒‒‒‒‒‒‒‒‒‒‒‒‒‒‒‒‒‒‒‒‒‒‒‒‒‒‒‒‒ (6, 131, 112, 136)
list-entry: ‒‒‒‒‒‒‒‒‒‒‒‒‒‒‒‒‒‒‒‒‒‒‒‒‒‒‒‒‒‒‒‒‒‒‒‒‒‒‒‒‒‒‒‒ (259, 449, 360, 454)
list-entry: ‒‒‒‒‒‒‒‒‒‒‒‒‒‒‒‒‒‒‒‒‒‒‒‒‒‒‒‒‒‒‒‒‒‒‒‒‒‒‒‒ (136, 83, 228, 88)
list-entry: ‒‒‒‒‒‒‒‒‒‒‒‒‒‒‒‒‒‒‒‒‒‒‒‒‒‒‒‒‒‒‒‒‒‒‒‒‒‒‒ (136, 509, 226, 514)
list-entry: ‒‒‒‒‒‒‒‒‒‒‒‒‒‒‒‒‒‒‒‒‒‒‒‒‒‒‒‒‒‒‒‒‒‒‒‒‒‒‒‒‒‒‒‒‒‒‒‒‒‒‒ (259, 497, 376, 502)
list-entry: ‒‒‒‒‒‒‒‒‒‒‒‒‒‒‒‒‒‒‒‒‒‒‒‒‒‒‒‒‒‒‒‒‒‒‒‒‒‒‒‒‒‒‒‒‒‒‒‒‒ (259, 194, 372, 199)
list-entry: ‒‒‒‒‒‒‒‒‒‒‒‒‒‒‒‒‒‒‒‒‒‒‒‒‒‒‒‒‒‒‒‒‒‒‒‒‒‒‒‒‒‒‒‒‒‒‒ (136, 215, 244, 220)
list-entry: ‒‒‒‒‒‒‒‒‒‒‒‒‒‒‒‒‒‒‒‒‒‒‒‒‒‒‒‒‒‒‒‒‒‒‒‒‒‒‒‒‒‒‒ (6, 394, 105, 399)
list-entry: ‒‒‒‒‒‒‒‒‒‒‒‒‒‒‒‒‒‒‒‒‒‒‒‒‒‒‒‒‒‒‒‒‒‒‒‒‒‒‒‒‒‒‒‒‒‒‒‒ (6, 371, 116, 376)
list-entry: ‒‒‒‒‒‒‒‒‒‒‒‒‒‒‒‒‒‒‒‒‒‒‒‒‒‒‒‒‒‒‒‒‒‒‒‒‒‒‒‒ (136, 189, 228, 194)
section-heading: ‒‒‒‒‒‒‒‒‒‒‒‒‒‒‒‒‒‒ (298, 132, 356, 138)
column-right (259, 20, 395, 600)
list-entry: ‒‒‒‒‒‒‒‒‒‒‒‒‒‒‒‒‒‒‒‒‒‒‒‒‒‒‒‒‒‒‒‒‒‒‒‒‒‒‒‒‒‒‒‒ (259, 513, 360, 518)
list-entry: ‒‒‒‒‒‒‒‒‒‒‒‒‒‒‒‒‒‒‒‒‒‒‒‒‒‒‒‒‒‒‒‒‒‒‒‒‒‒‒‒‒‒‒‒‒‒ (6, 78, 112, 83)
list-entry: ‒‒‒‒‒‒‒‒‒‒‒‒‒‒‒‒‒‒‒‒‒‒‒‒‒‒‒‒‒‒‒‒‒‒‒‒‒‒‒‒‒‒‒‒‒‒‒‒‒‒‒ (259, 529, 376, 534)
list-entry: ‒‒‒‒‒‒‒‒‒‒‒‒‒‒‒‒‒‒‒‒‒‒‒‒‒‒‒‒‒‒‒‒‒‒‒‒‒‒‒‒‒‒‒‒ (259, 555, 360, 560)
list-entry: ‒‒‒‒‒‒‒‒‒‒‒‒‒‒‒‒‒‒‒‒‒‒‒‒‒‒‒‒‒‒‒‒‒‒‒‒‒‒‒‒ (136, 51, 228, 56)
list-entry: ‒‒‒‒‒‒‒‒‒‒‒‒‒‒‒‒‒‒‒‒‒‒‒‒‒‒‒‒‒‒‒‒‒‒‒‒‒‒‒‒ (136, 41, 228, 46)
list-entry: ‒‒‒‒‒‒‒‒‒‒‒‒‒‒‒‒‒‒‒‒‒‒‒‒‒‒‒‒‒‒‒‒‒‒‒‒‒‒‒‒‒‒‒‒‒‒‒‒ (6, 233, 116, 238)
list-entry: ‒‒‒‒‒‒‒‒‒‒‒‒‒‒‒‒‒‒‒‒‒‒‒‒‒‒‒‒‒‒‒‒‒‒‒‒‒‒‒‒ (259, 92, 351, 97)
list-entry: ‒‒‒‒‒‒‒‒‒‒‒‒‒‒‒‒‒‒‒‒‒‒‒‒‒‒‒‒‒‒‒‒‒‒‒‒‒‒‒‒‒‒‒‒‒‒‒‒‒‒ (6, 452, 121, 457)
section-heading: ‒‒‒‒‒‒‒‒‒‒‒‒‒‒‒‒‒‒ (166, 390, 224, 396)
list-entry: ‒‒‒‒‒‒‒‒‒‒‒‒‒‒‒‒‒‒‒‒‒‒‒‒‒‒‒‒‒‒‒‒‒‒‒‒‒‒‒‒‒‒‒‒‒‒‒‒‒‒ (6, 441, 121, 446)
list-entry: ‒‒‒‒‒‒‒‒‒‒‒‒‒‒‒‒‒‒‒‒‒‒‒‒‒‒‒‒‒‒‒‒‒‒‒‒‒‒‒‒‒‒ (136, 280, 233, 285)
page-header (0, 2, 400, 16)
list-entry: ‒‒‒‒‒‒‒‒‒‒‒‒‒‒‒‒‒‒‒‒‒‒‒‒‒‒‒‒‒‒‒‒‒‒‒‒‒‒‒‒‒‒ (259, 231, 356, 236)
list-entry: ‒‒‒‒‒‒‒‒‒‒‒‒‒‒‒‒‒‒‒‒‒‒‒‒‒‒‒‒‒‒‒‒‒‒‒‒‒‒‒‒‒‒‒‒‒‒‒‒‒‒‒ (136, 366, 253, 371)
list-entry: ‒‒‒‒‒‒‒‒‒‒‒‒‒‒‒‒‒‒‒‒‒‒‒‒‒‒‒‒‒‒‒‒‒‒‒‒‒‒‒‒‒‒‒‒ (259, 407, 360, 412)
list-entry: ‒‒‒‒‒‒‒‒‒‒‒‒‒‒‒‒‒‒‒‒‒‒‒‒‒‒‒‒‒‒‒‒‒‒‒‒‒‒‒‒ (136, 168, 228, 173)
list-entry: ‒‒‒‒‒‒‒‒‒‒‒‒‒‒‒‒‒‒‒‒‒‒‒‒‒‒‒‒‒‒‒‒‒‒‒‒‒‒‒‒‒‒‒‒‒‒‒‒‒ (136, 338, 249, 343)
list-entry: ‒‒‒‒‒‒‒‒‒‒‒‒‒‒‒‒‒‒‒‒‒‒‒‒‒‒‒‒‒‒‒‒‒‒‒‒‒‒‒‒‒‒‒‒‒ (136, 409, 239, 413)
list-entry: ‒‒‒‒‒‒‒‒‒‒‒‒‒‒‒‒‒‒‒‒‒‒‒‒‒‒‒‒‒‒‒‒‒‒‒‒‒‒‒ (6, 125, 96, 130)
list-entry: ‒‒‒‒‒‒‒‒‒‒‒‒‒‒‒‒‒‒‒‒‒‒‒‒‒‒‒‒‒‒‒‒‒‒‒‒‒‒‒ (6, 20, 96, 24)
list-entry: ‒‒‒‒‒‒‒‒‒‒‒‒‒‒‒‒‒‒‒‒‒‒‒‒‒‒‒‒‒‒‒‒‒‒‒‒‒‒‒‒‒‒‒‒‒‒‒‒ (6, 318, 116, 323)
list-entry: ‒‒‒‒‒‒‒‒‒‒‒‒‒‒‒‒‒‒‒‒‒‒‒‒‒‒‒‒‒‒‒‒‒‒‒‒‒‒‒‒‒‒‒ (259, 321, 358, 326)
list-entry: ‒‒‒‒‒‒‒‒‒‒‒‒‒‒‒‒‒‒‒‒‒‒‒‒‒‒‒‒‒‒‒‒‒‒‒‒‒‒‒ (6, 115, 96, 120)
list-entry: ‒‒‒‒‒‒‒‒‒‒‒‒‒‒‒‒‒‒‒‒‒‒‒‒‒‒‒‒‒‒‒‒‒‒‒‒‒‒‒ (136, 446, 226, 451)
list-entry: ‒‒‒‒‒‒‒‒‒‒‒‒‒‒‒‒‒‒‒‒‒‒‒‒‒‒‒‒‒‒‒‒‒‒‒‒‒‒‒‒‒‒‒‒‒‒ (136, 504, 242, 509)
section-rule (144, 385, 246, 386)
list-entry: ‒‒‒‒‒‒‒‒‒‒‒‒‒‒‒‒‒‒‒‒‒‒‒‒‒‒‒‒‒‒‒‒‒‒‒‒‒‒‒ (6, 168, 96, 173)
list-entry: ‒‒‒‒‒‒‒‒‒‒‒‒‒‒‒‒‒‒‒‒‒‒‒‒‒‒‒‒‒‒‒‒‒‒‒‒‒‒‒‒ (136, 221, 228, 226)
list-entry: ‒‒‒‒‒‒‒‒‒‒‒‒‒‒‒‒‒‒‒‒‒‒‒‒‒‒‒‒‒‒‒‒‒‒‒‒‒‒‒‒‒‒‒ (259, 342, 358, 347)
list-entry: ‒‒‒‒‒‒‒‒‒‒‒‒‒‒‒‒‒‒‒‒‒‒‒‒‒‒‒‒‒‒‒‒‒‒‒‒‒‒‒‒ (259, 81, 351, 86)
list-entry: ‒‒‒‒‒‒‒‒‒‒‒‒‒‒‒‒‒‒‒‒‒‒‒‒‒‒‒‒‒‒‒‒‒‒‒‒‒‒‒ (6, 147, 96, 152)
list-entry: ‒‒‒‒‒‒‒‒‒‒‒‒‒‒‒‒‒‒‒‒‒‒‒‒‒‒‒‒‒‒‒‒‒‒‒‒‒‒‒ (6, 72, 96, 77)
list-entry: ‒‒‒‒‒‒‒‒‒‒‒‒‒‒‒‒‒‒‒‒‒‒‒‒‒‒‒‒‒‒‒‒‒‒‒‒‒‒‒‒‒‒‒‒‒‒ (6, 25, 112, 30)
list-entry: ‒‒‒‒‒‒‒‒‒‒‒‒‒‒‒‒‒‒‒‒‒‒‒‒‒‒‒‒‒‒‒‒‒‒‒‒‒‒‒ (136, 488, 226, 493)
list-entry: ‒‒‒‒‒‒‒‒‒‒‒‒‒‒‒‒‒‒‒‒‒‒‒‒‒‒‒‒‒‒‒‒‒‒‒‒‒‒‒‒‒‒‒‒‒‒‒‒ (6, 286, 116, 291)
list-entry: ‒‒‒‒‒‒‒‒‒‒‒‒‒‒‒‒‒‒‒‒‒‒‒‒‒‒‒‒‒‒‒‒‒‒‒‒‒‒‒‒‒‒ (259, 188, 356, 193)
section-rule (267, 127, 387, 128)
list-entry: ‒‒‒‒‒‒‒‒‒‒‒‒‒‒‒‒‒‒‒‒‒‒‒‒‒‒‒‒‒‒‒‒‒‒‒‒‒‒‒ (259, 43, 349, 48)
list-entry: ‒‒‒‒‒‒‒‒‒‒‒‒‒‒‒‒‒‒‒‒‒‒‒‒‒‒‒‒‒‒‒‒‒‒‒‒‒‒‒‒‒‒‒‒‒‒‒‒‒ (259, 257, 372, 262)
list-entry: ‒‒‒‒‒‒‒‒‒‒‒‒‒‒‒‒‒‒‒‒‒‒‒‒‒‒‒‒‒‒‒‒‒‒‒‒‒‒‒‒‒‒‒‒‒‒‒‒‒ (259, 289, 372, 294)
list-entry: ‒‒‒‒‒‒‒‒‒‒‒‒‒‒‒‒‒‒‒‒‒‒‒‒‒‒‒‒‒‒‒‒‒‒‒‒‒‒‒ (6, 94, 96, 99)
list-entry: ‒‒‒‒‒‒‒‒‒‒‒‒‒‒‒‒‒‒‒‒‒‒‒‒‒‒‒‒‒‒‒‒‒‒‒‒‒‒‒‒‒ (6, 207, 100, 212)
list-entry: ‒‒‒‒‒‒‒‒‒‒‒‒‒‒‒‒‒‒‒‒‒‒‒‒‒‒‒‒‒‒‒‒‒‒‒‒‒‒‒‒‒‒‒‒ (259, 576, 360, 581)
list-entry: ‒‒‒‒‒‒‒‒‒‒‒‒‒‒‒‒‒‒‒‒‒‒‒‒‒‒‒‒‒‒‒‒‒‒‒‒‒‒‒‒‒‒‒‒‒‒ (136, 451, 242, 456)
list-entry: ‒‒‒‒‒‒‒‒‒‒‒‒‒‒‒‒‒‒‒‒‒‒‒‒‒‒‒‒‒‒‒‒‒‒‒‒‒‒‒‒ (136, 231, 228, 236)
list-entry: ‒‒‒‒‒‒‒‒‒‒‒‒‒‒‒‒‒‒‒‒‒‒‒‒‒‒‒‒‒‒‒‒‒‒‒‒‒‒‒ (136, 499, 226, 504)
list-entry: ‒‒‒‒‒‒‒‒‒‒‒‒‒‒‒‒‒‒‒‒‒‒‒‒‒‒‒‒‒‒‒‒‒‒‒‒‒‒‒‒‒‒‒ (6, 457, 105, 462)
list-entry: ‒‒‒‒‒‒‒‒‒‒‒‒‒‒‒‒‒‒‒‒‒‒‒‒‒‒‒‒‒‒‒‒‒‒‒‒‒‒‒‒‒‒‒‒‒‒‒ (259, 97, 367, 102)
column-middle (136, 20, 254, 600)
list-entry: ‒‒‒‒‒‒‒‒‒‒‒‒‒‒‒‒‒‒‒‒‒‒‒‒‒‒‒‒‒‒‒‒‒‒‒‒‒‒‒‒ (259, 113, 351, 118)
list-entry: ‒‒‒‒‒‒‒‒‒‒‒‒‒‒‒‒‒‒‒‒‒‒‒‒‒‒‒‒‒‒‒‒‒‒‒‒‒‒‒‒‒‒‒‒‒‒ (136, 493, 242, 498)
list-entry: ‒‒‒‒‒‒‒‒‒‒‒‒‒‒‒‒‒‒‒‒‒‒‒‒‒‒‒‒‒‒‒‒‒‒‒‒‒‒‒‒‒‒‒‒‒‒‒‒‒‒ (6, 568, 121, 573)
list-entry: ‒‒‒‒‒‒‒‒‒‒‒‒‒‒‒‒‒‒‒‒‒‒‒‒‒‒‒‒‒‒‒‒‒‒‒‒‒‒‒‒‒‒‒‒‒‒ (6, 99, 112, 104)
list-entry: ‒‒‒‒‒‒‒‒‒‒‒‒‒‒‒‒‒‒‒‒‒‒‒‒‒‒‒‒‒‒‒‒‒‒‒‒‒‒‒‒‒‒‒‒‒‒ (6, 120, 112, 125)
list-entry: ‒‒‒‒‒‒‒‒‒‒‒‒‒‒‒‒‒‒‒‒‒‒‒‒‒‒‒‒‒‒‒‒‒‒‒‒‒‒‒‒‒‒‒‒‒‒ (136, 557, 242, 562)
list-entry: ‒‒‒‒‒‒‒‒‒‒‒‒‒‒‒‒‒‒‒‒‒‒‒‒‒‒‒‒‒‒‒‒‒‒‒‒‒‒‒‒ (136, 242, 228, 247)
list-entry: ‒‒‒‒‒‒‒‒‒‒‒‒‒‒‒‒‒‒‒‒‒‒‒‒‒‒‒‒‒‒‒‒‒‒‒‒‒‒‒ (259, 54, 349, 59)
list-entry: ‒‒‒‒‒‒‒‒‒‒‒‒‒‒‒‒‒‒‒‒‒‒‒‒‒‒‒‒‒‒‒‒‒‒‒‒‒‒‒‒‒‒ (136, 291, 233, 296)
list-entry: ‒‒‒‒‒‒‒‒‒‒‒‒‒‒‒‒‒‒‒‒‒‒‒‒‒‒‒‒‒‒‒‒‒‒‒‒‒‒‒‒‒‒‒‒ (259, 566, 360, 571)
list-entry: ‒‒‒‒‒‒‒‒‒‒‒‒‒‒‒‒‒‒‒‒‒‒‒‒‒‒‒‒‒‒‒‒‒‒‒‒‒‒‒ (136, 456, 226, 461)
list-entry: ‒‒‒‒‒‒‒‒‒‒‒‒‒‒‒‒‒‒‒‒‒‒‒‒‒‒‒‒‒‒‒‒‒‒‒‒‒‒‒‒‒‒‒‒‒‒‒ (136, 25, 244, 30)
list-entry: ‒‒‒‒‒‒‒‒‒‒‒‒‒‒‒‒‒‒‒‒‒‒‒‒‒‒‒‒‒‒‒‒‒‒‒‒‒‒‒‒‒‒ (259, 252, 356, 257)
list-entry: ‒‒‒‒‒‒‒‒‒‒‒‒‒‒‒‒‒‒‒‒‒‒‒‒‒‒‒‒‒‒‒‒‒‒‒‒‒‒‒‒‒‒‒‒‒‒‒‒‒‒ (6, 537, 121, 542)
list-entry: ‒‒‒‒‒‒‒‒‒‒‒‒‒‒‒‒‒‒‒‒‒‒‒‒‒‒‒‒‒‒‒‒‒‒‒‒‒‒‒‒‒‒‒‒‒‒‒‒‒‒ (6, 431, 121, 436)
list-entry: ‒‒‒‒‒‒‒‒‒‒‒‒‒‒‒‒‒‒‒‒‒‒‒‒‒‒‒‒‒‒‒‒‒‒‒‒‒‒‒‒‒‒‒‒‒‒ (136, 525, 242, 530)
section-heading: ‒‒‒‒‒‒‒‒‒‒‒‒‒‒‒‒‒‒‒‒‒‒ (152, 352, 238, 359)
section-rule (144, 267, 246, 268)
list-entry: ‒‒‒‒‒‒‒‒‒‒‒‒‒‒‒‒‒‒‒‒‒‒‒‒‒‒‒‒‒‒‒‒‒‒‒‒‒‒‒‒‒‒‒‒‒‒‒ (136, 247, 244, 252)
list-entry: ‒‒‒‒‒‒‒‒‒‒‒‒‒‒‒‒‒‒‒‒‒‒‒‒‒‒‒‒‒‒‒‒‒‒‒‒‒‒‒‒‒‒‒‒‒‒‒ (259, 108, 367, 113)
list-entry: ‒‒‒‒‒‒‒‒‒‒‒‒‒‒‒‒‒‒‒‒‒‒‒‒‒‒‒‒‒‒‒‒‒‒‒‒‒‒‒‒‒‒‒‒‒‒‒ (136, 163, 244, 168)
list-entry: ‒‒‒‒‒‒‒‒‒‒‒‒‒‒‒‒‒‒‒‒‒‒‒‒‒‒‒‒‒‒‒‒‒‒‒‒‒‒‒‒‒‒‒‒‒‒ (6, 46, 112, 51)
list-entry: ‒‒‒‒‒‒‒‒‒‒‒‒‒‒‒‒‒‒‒‒‒‒‒‒‒‒‒‒‒‒‒‒‒‒‒‒‒‒‒‒‒‒‒‒ (259, 587, 360, 592)
list-entry: ‒‒‒‒‒‒‒‒‒‒‒‒‒‒‒‒‒‒‒‒‒‒‒‒‒‒‒‒‒‒‒‒‒‒‒‒‒‒‒‒‒‒‒‒‒‒ (136, 462, 242, 467)
list-entry: ‒‒‒‒‒‒‒‒‒‒‒‒‒‒‒‒‒‒‒‒‒‒‒‒‒‒‒‒‒‒‒‒‒‒‒‒‒‒‒‒‒‒‒‒‒‒‒‒‒‒‒ (259, 391, 376, 396)
list-entry: ‒‒‒‒‒‒‒‒‒‒‒‒‒‒‒‒‒‒‒‒‒‒‒‒‒‒‒‒‒‒‒‒‒‒‒‒‒‒‒‒‒‒‒ (259, 332, 358, 337)
list-entry: ‒‒‒‒‒‒‒‒‒‒‒‒‒‒‒‒‒‒‒‒‒‒‒‒‒‒‒‒‒‒‒‒‒‒‒‒‒‒‒‒‒‒‒‒‒‒‒ (136, 258, 244, 263)
section-heading: ‒‒‒‒‒‒‒‒‒‒‒‒‒‒‒‒‒‒ (166, 422, 224, 428)
list-entry: ‒‒‒‒‒‒‒‒‒‒‒‒‒‒‒‒‒‒‒‒‒‒‒‒‒‒‒‒‒‒‒‒‒‒‒‒‒‒‒‒‒‒‒‒‒‒ (6, 57, 112, 62)
list-entry: ‒‒‒‒‒‒‒‒‒‒‒‒‒‒‒‒‒‒‒‒‒‒‒‒‒‒‒‒‒‒‒‒‒‒‒‒‒‒‒‒‒‒‒ (6, 415, 105, 420)
list-entry: ‒‒‒‒‒‒‒‒‒‒‒‒‒‒‒‒‒‒‒‒‒‒‒‒‒‒‒‒‒‒‒‒‒‒‒‒‒‒‒‒‒‒‒ (6, 404, 105, 409)
list-entry: ‒‒‒‒‒‒‒‒‒‒‒‒‒‒‒‒‒‒‒‒‒‒‒‒‒‒‒‒‒‒‒‒‒‒‒‒‒‒‒‒‒‒‒‒‒‒‒‒‒‒‒ (259, 412, 376, 417)
section-heading: ‒‒‒‒‒‒‒‒‒‒‒‒‒‒‒‒‒‒‒‒‒‒ (284, 169, 370, 176)
list-entry: ‒‒‒‒‒‒‒‒‒‒‒‒‒‒‒‒‒‒‒‒‒‒‒‒‒‒‒‒‒‒‒‒‒‒‒‒‒‒‒‒‒‒‒‒‒‒ (136, 515, 242, 520)
list-entry: ‒‒‒‒‒‒‒‒‒‒‒‒‒‒‒‒‒‒‒‒‒‒‒‒‒‒‒‒‒‒‒‒‒‒‒‒‒‒‒‒‒‒‒‒‒‒‒ (259, 118, 367, 123)
list-entry: ‒‒‒‒‒‒‒‒‒‒‒‒‒‒‒‒‒‒‒‒‒‒‒‒‒‒‒‒‒‒‒‒‒‒‒‒‒‒‒‒‒‒‒‒‒‒‒‒‒ (259, 236, 372, 241)
section-rule (267, 351, 387, 352)
list-entry: ‒‒‒‒‒‒‒‒‒‒‒‒‒‒‒‒‒‒‒‒‒‒‒‒‒‒‒‒‒‒‒‒‒‒‒‒‒‒‒‒ (136, 30, 228, 35)
list-entry: ‒‒‒‒‒‒‒‒‒‒‒‒‒‒‒‒‒‒‒‒‒‒‒‒‒‒‒‒‒‒‒‒‒‒‒‒‒‒‒‒ (136, 253, 228, 258)
list-entry: ‒‒‒‒‒‒‒‒‒‒‒‒‒‒‒‒‒‒‒‒‒‒‒‒‒‒‒‒‒‒‒‒‒‒‒‒‒‒‒ (136, 477, 226, 482)
list-entry: ‒‒‒‒‒‒‒‒‒‒‒‒‒‒‒‒‒‒‒‒‒‒‒‒‒‒‒‒‒‒‒‒‒‒‒‒‒‒‒‒‒‒‒‒ (259, 364, 360, 369)
list-entry: ‒‒‒‒‒‒‒‒‒‒‒‒‒‒‒‒‒‒‒‒‒‒‒‒‒‒‒‒‒‒‒‒‒‒‒‒‒‒‒‒‒‒‒‒‒‒‒‒ (259, 145, 369, 150)
section-rule (144, 347, 246, 348)
list-entry: ‒‒‒‒‒‒‒‒‒‒‒‒‒‒‒‒‒‒‒‒‒‒‒‒‒‒‒‒‒‒‒‒‒‒‒‒‒‒‒‒‒‒ (259, 273, 356, 278)
list-entry: ‒‒‒‒‒‒‒‒‒‒‒‒‒‒‒‒‒‒‒‒‒‒‒‒‒‒‒‒‒‒‒‒‒‒‒‒‒‒‒‒‒‒‒‒‒‒ (259, 38, 365, 43)
list-entry: ‒‒‒‒‒‒‒‒‒‒‒‒‒‒‒‒‒‒‒‒‒‒‒‒‒‒‒‒‒‒‒‒‒‒‒‒‒‒‒‒‒ (259, 140, 353, 145)
list-entry: ‒‒‒‒‒‒‒‒‒‒‒‒‒‒‒‒‒‒‒‒‒‒‒‒‒‒‒‒‒‒‒‒‒‒‒‒‒‒‒ (136, 541, 226, 546)
list-entry: ‒‒‒‒‒‒‒‒‒‒‒‒‒‒‒‒‒‒‒‒‒‒‒‒‒‒‒‒‒‒‒‒‒‒‒‒‒‒‒‒‒‒‒‒ (259, 523, 360, 528)
